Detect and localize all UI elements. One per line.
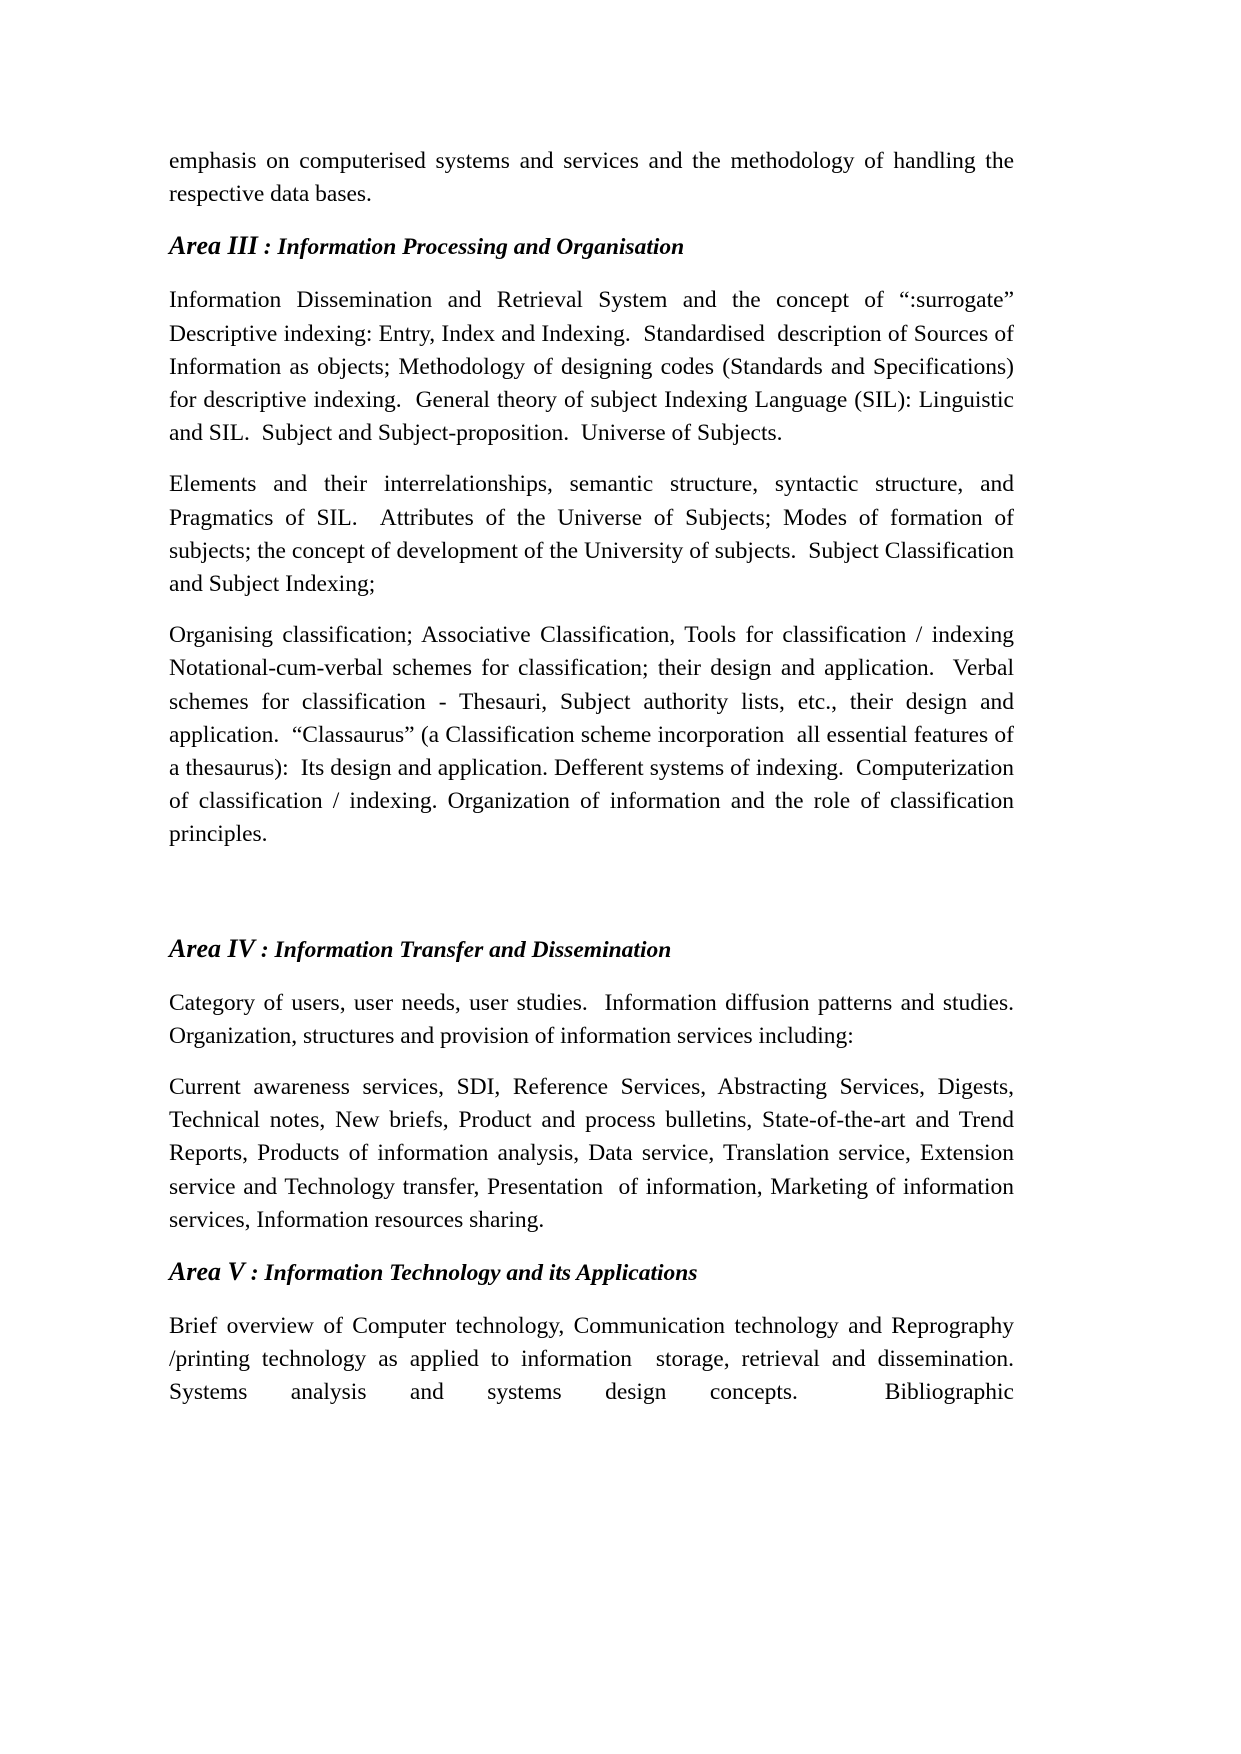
area5-heading	[169, 1255, 1014, 1290]
spacer	[169, 264, 1014, 284]
area4-paragraph-1: Category of users, user needs, user studies. Information diffusion patterns and studies. Organization, structures and provision of information services including:	[169, 989, 1026, 1049]
spacer	[169, 1053, 1014, 1071]
area4-heading-prefix: Area IV	[169, 933, 255, 963]
area5-heading-prefix: Area V	[169, 1257, 245, 1287]
area5-heading-title: : Information Technology and its Applications	[244, 1260, 698, 1287]
spacer	[169, 211, 1014, 229]
spacer	[169, 1237, 1014, 1255]
spacer	[169, 601, 1014, 619]
area3-heading-prefix: Area III	[169, 231, 258, 261]
area3-heading	[169, 229, 1014, 264]
area3-paragraph-3: Organising classification; Associative Classification, Tools for classification / indexing Notational-cum-verbal schemes for classification; their design and application. Verbal schemes for classification - Thesauri, Subject authority lists, etc., their design and application. “Classaurus” (a Classification scheme incorporation all essential features of a thesaurus): Its design and application. Defferent systems of indexing. Computerization of classification / indexing. Organization of information and the role of classification principles.	[169, 622, 1020, 848]
intro-paragraph: emphasis on computerised systems and services and the methodology of handling the respective data bases.	[169, 148, 1020, 208]
area4-heading	[169, 932, 1014, 967]
spacer	[169, 1290, 1014, 1310]
area3-heading-title: : Information Processing and Organisation	[257, 234, 685, 261]
spacer	[169, 450, 1014, 468]
area5-paragraph-1: Brief overview of Computer technology, Communication technology and Reprography /printing technology as applied to information storage, retrieval and dissemination. Systems analysis and systems design concepts. Bibliographic	[169, 1313, 1026, 1406]
spacer	[169, 967, 1014, 987]
area4-paragraph-2: Current awareness services, SDI, Reference Services, Abstracting Services, Digests, Technical notes, New briefs, Product and process bulletins, State-of-the-art and Trend Reports, Products of information analysis, Data service, Translation service, Extension service and Technology transfer, Presentation of information, Marketing of information services, Information resources sharing.	[169, 1074, 1020, 1233]
area4-heading-title: : Information Transfer and Dissemination	[254, 936, 672, 963]
area3-paragraph-1: Information Dissemination and Retrieval System and the concept of “:surrogate” Descriptive indexing: Entry, Index and Indexing. Standardised description of Sources of Information as objects; Methodology of designing codes (Standards and Specifications) for descriptive indexing. General theory of subject Indexing Language (SIL): Linguistic and SIL. Subject and Subject-proposition. Universe of Subjects.	[169, 287, 1026, 447]
spacer	[169, 852, 1014, 932]
document-page	[169, 145, 1026, 1410]
area3-paragraph-2: Elements and their interrelationships, semantic structure, syntactic structure, and Pragmatics of SIL. Attributes of the Universe of Subjects; Modes of formation of subjects; the concept of development of the University of subjects. Subject Classification and Subject Indexing;	[169, 471, 1020, 598]
